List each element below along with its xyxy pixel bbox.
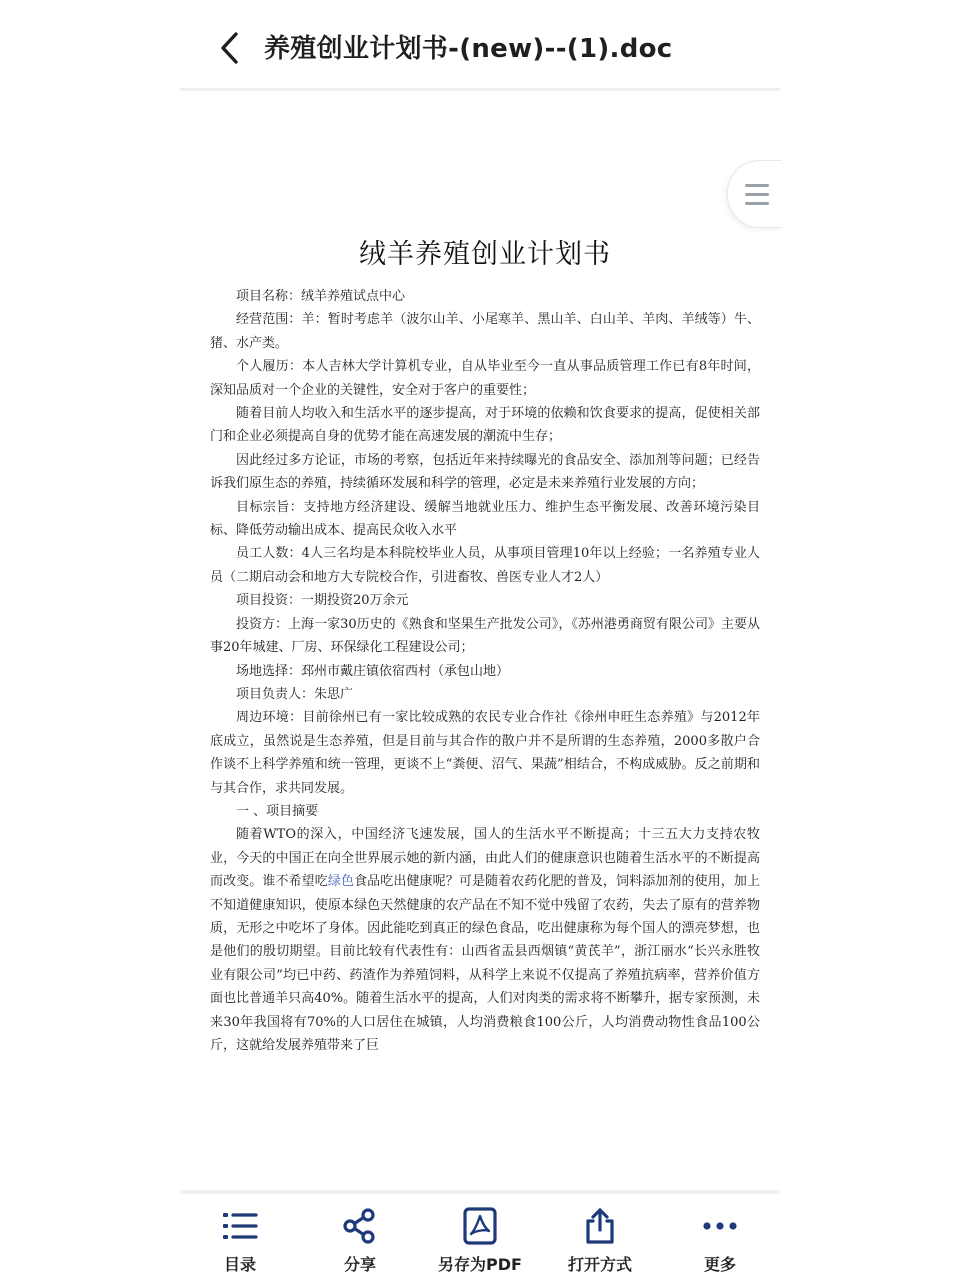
toolbar-label: 分享	[343, 1255, 376, 1274]
toolbar-more-button[interactable]	[660, 1194, 780, 1280]
doc-paragraph: 随着目前人均收入和生活水平的逐步提高，对于环境的依赖和饮食要求的提高，促使相关部门和企业必须提高自身的优势才能在高速发展的潮流中生存；	[210, 406, 760, 445]
page-title: 养殖创业计划书-(new)--(1).doc	[264, 34, 673, 64]
back-button[interactable]	[212, 28, 252, 68]
green-food-link[interactable]: 绿色	[327, 874, 355, 890]
bottom-toolbar	[180, 1194, 780, 1280]
doc-paragraph: 周边环境：目前徐州已有一家比较成熟的农民专业合作社《徐州申旺生态养殖》与2012年底成立，虽然说是生态养殖，但是目前与其合作的散户并不是所谓的生态养殖，2000多散户合作谈不上科学养殖和统一管理，更谈不上“粪便、沼气、果蔬”相结合，不构成威胁。反之前期和与其合作，求共同发展。	[210, 710, 760, 796]
toolbar-share-button[interactable]	[300, 1194, 420, 1280]
open-with-icon	[580, 1206, 620, 1246]
section-heading: 一 、项目摘要	[236, 803, 319, 819]
screen	[180, 0, 780, 1280]
summary-text-part: 随着WTO的深入，中国经济飞速发展，国人的生活水平不断提高；十三五大力支持农牧业，今天的中国正在向全世界展示她的新内涵，由此人们的健康意识也随着生活水平的不断提高而改变。谁不希望吃	[210, 827, 760, 890]
list-icon	[220, 1206, 260, 1246]
doc-paragraph: 投资方：上海一家30历史的《熟食和坚果生产批发公司》，《苏州港勇商贸有限公司》主要从事20年城建、厂房、环保绿化工程建设公司；	[210, 616, 760, 656]
doc-paragraph: 目标宗旨：支持地方经济建设、缓解当地就业压力、维护生态平衡发展、改善环境污染目标、降低劳动输出成本、提高民众收入水平	[210, 499, 760, 539]
toolbar-save-pdf-button[interactable]	[420, 1194, 540, 1280]
doc-paragraph: 个人履历：本人吉林大学计算机专业，自从毕业至今一直从事品质管理工作已有8年时间，深知品质对一个企业的关键性，安全对于客户的重要性；	[210, 359, 760, 398]
chevron-left-icon	[212, 28, 252, 68]
toolbar-label: 更多	[703, 1255, 736, 1274]
share-icon	[340, 1206, 380, 1246]
doc-paragraph: 经营范围：羊：暂时考虑羊（波尔山羊、小尾寒羊、黑山羊、白山羊、羊肉、羊绒等）牛、猪、水产类。	[210, 312, 760, 351]
doc-paragraph: 因此经过多方论证，市场的考察，包括近年来持续曝光的食品安全、添加剂等问题；已经告诉我们原生态的养殖，持续循环发展和科学的管理，必定是未来养殖行业发展的方向；	[210, 452, 760, 492]
more-icon	[700, 1206, 740, 1246]
document-title: 绒羊养殖创业计划书	[359, 239, 611, 270]
doc-paragraph: 项目名称：绒羊养殖试点中心	[236, 289, 406, 304]
doc-paragraph: 项目负责人：朱思广	[236, 686, 354, 702]
doc-paragraph: 项目投资：一期投资20万余元	[236, 593, 409, 609]
toolbar-label: 目录	[223, 1255, 256, 1274]
top-bar	[180, 0, 780, 91]
doc-summary-paragraph	[210, 823, 760, 1057]
doc-paragraph: 场地选择：邳州市戴庄镇依宿西村（承包山地）	[236, 663, 510, 679]
toolbar-open-with-button[interactable]	[540, 1194, 660, 1280]
outline-float-button[interactable]	[727, 160, 782, 228]
summary-text-part: 食品吃出健康呢？可是随着农药化肥的普及，饲料添加剂的使用，加上不知道健康知识，使原本绿色天然健康的农产品在不知不觉中残留了农药，失去了原有的营养物质，无形之中吃坏了身体。因此能吃到真正的绿色食品，吃出健康称为每个国人的漂亮梦想，也是他们的殷切期望。目前比较有代表性有：山西省盂县西烟镇“黄芪羊”，浙江丽水“长兴永胜牧业有限公司”均已中药、药渣作为养殖饲料，从科学上来说不仅提高了养殖抗病率，营养价值方面也比普通羊只高40%。随着生活水平的提高，人们对肉类的需求将不断攀升，据专家预测，未来30年我国将有70%的人口居住在城镇，人均消费粮食100公斤，人均消费动物性食品100公斤，这就给发展养殖带来了巨	[210, 874, 760, 1053]
toolbar-label: 打开方式	[567, 1255, 632, 1274]
pdf-icon	[460, 1206, 500, 1246]
toolbar-contents-button[interactable]	[180, 1194, 300, 1280]
document-page	[210, 232, 760, 1057]
toolbar-label: 另存为PDF	[438, 1255, 522, 1274]
doc-paragraph: 员工人数：4人三名均是本科院校毕业人员，从事项目管理10年以上经验；一名养殖专业人员（二期启动会和地方大专院校合作，引进畜牧、兽医专业人才2人）	[210, 546, 760, 585]
